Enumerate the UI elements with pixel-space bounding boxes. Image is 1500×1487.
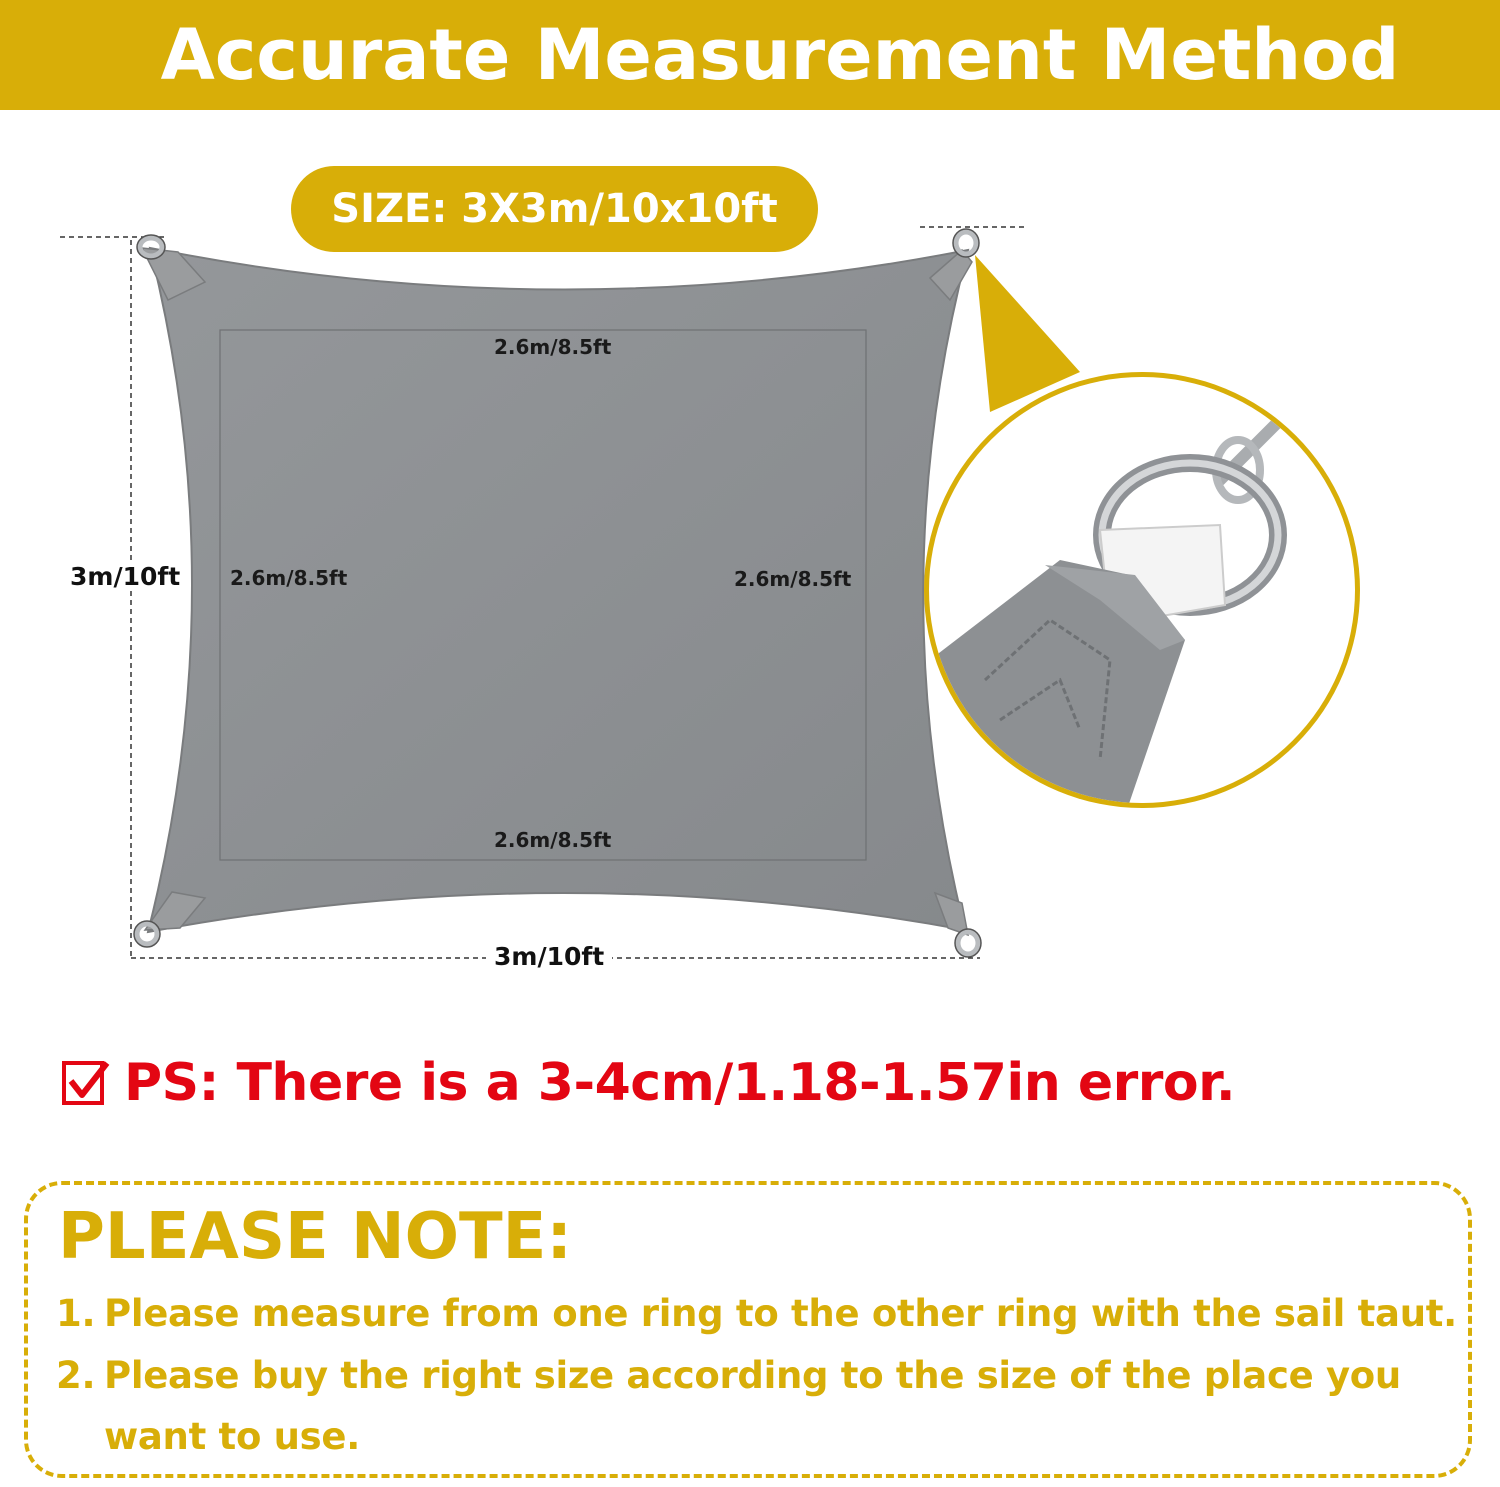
- size-badge: SIZE: 3X3m/10x10ft: [291, 166, 818, 252]
- inner-left-dimension: 2.6m/8.5ft: [230, 566, 348, 590]
- note-item-2: 2. Please buy the right size according to the size of the place you: [56, 1354, 1401, 1397]
- checkbox-checked-icon: [60, 1057, 112, 1109]
- inner-top-dimension: 2.6m/8.5ft: [494, 335, 612, 359]
- page-title: Accurate Measurement Method: [160, 14, 1400, 96]
- ps-notice: [60, 1048, 1235, 1118]
- inner-bottom-dimension: 2.6m/8.5ft: [494, 828, 612, 852]
- ps-text: PS: There is a 3-4cm/1.18-1.57in error.: [124, 1053, 1236, 1113]
- outer-height-dimension: 3m/10ft: [62, 562, 188, 591]
- inner-right-dimension: 2.6m/8.5ft: [734, 567, 852, 591]
- note-item-2-continued: want to use.: [104, 1415, 360, 1458]
- outer-width-dimension: 3m/10ft: [486, 942, 612, 971]
- note-title: PLEASE NOTE:: [58, 1200, 572, 1274]
- note-item-1: 1. Please measure from one ring to the other ring with the sail taut.: [56, 1292, 1457, 1335]
